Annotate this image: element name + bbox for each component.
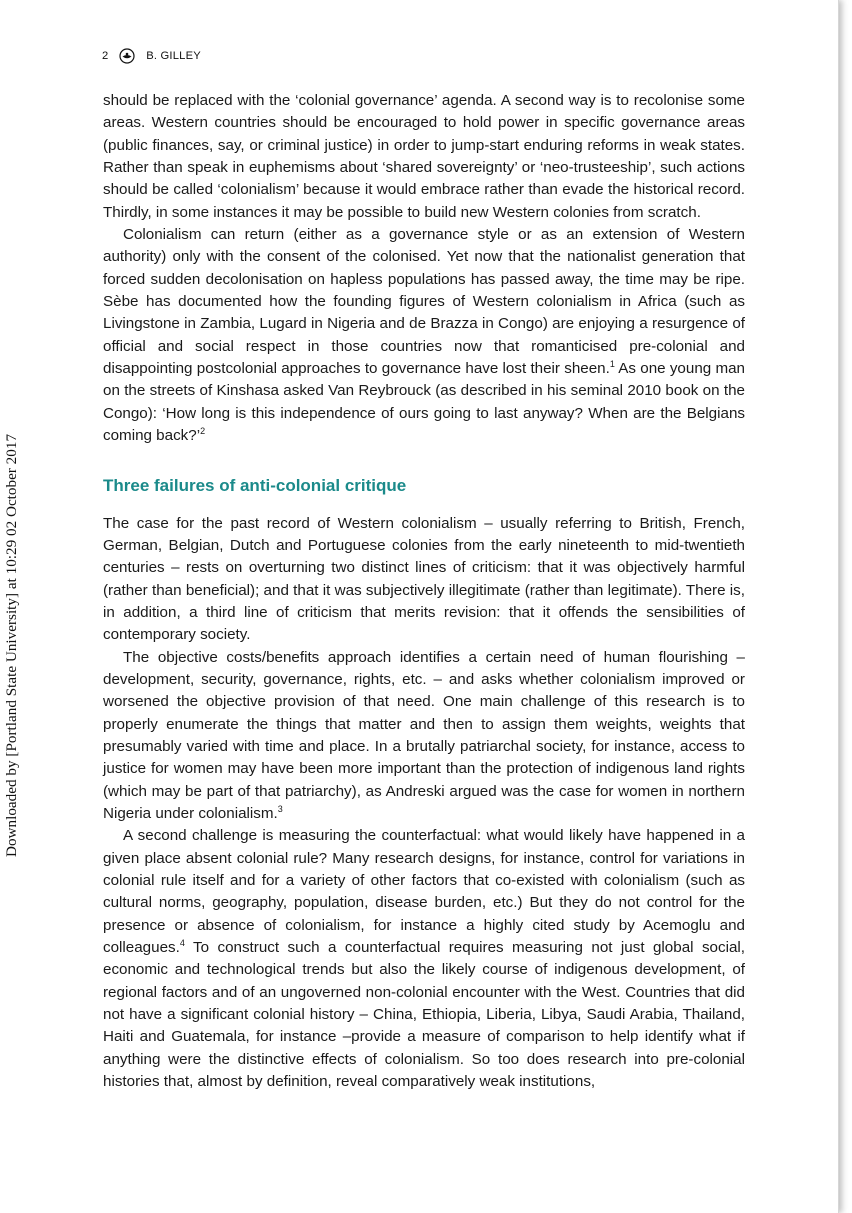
paragraph (103, 647, 745, 826)
download-notice: Downloaded by [Portland State University] at 10:29 02 October 2017 (3, 433, 20, 857)
paragraph-text: The objective costs/benefits approach identifies a certain need of human flourishing – development, security, governance, rights, etc. – and asks whether colonialism improved or worsened the objective provision of that need. One main challenge of this research is to properly enumerate the things that matter and then to assign them weights, weights that presumably varied with time and place. In a brutally patriarchal society, for instance, access to justice for women may have been more important than the protection of indigenous land rights (which may be part of that patriarchy), as Andreski argued was the case for women in northern Nigeria under colonialism. (103, 648, 745, 822)
paragraph (103, 224, 745, 447)
footnote-marker[interactable]: 3 (277, 803, 283, 814)
footnote-marker[interactable]: 1 (609, 359, 615, 370)
paragraph-text: A second challenge is measuring the counterfactual: what would likely have happened in a given place absent colonial rule? Many research designs, for instance, control for variations in colonial rule itself and for a variety of other factors that co-existed with colonialism (such as cultural norms, geography, population, disease burden, etc.) But they do not control for the presence or absence of colonialism, for instance a highly cited study by Acemoglu and colleagues. (103, 827, 745, 957)
publisher-logo-icon (119, 48, 135, 64)
author-name: B. GILLEY (146, 50, 201, 62)
running-header (102, 46, 201, 66)
paragraph: should be replaced with the ‘colonial governance’ agenda. A second way is to recolonise some areas. Western countries should be encouraged to hold power in specific governance areas (public finances, say, or criminal justice) in order to jump-start enduring reforms in weak states. Rather than speak in euphemisms about ‘shared sovereignty’ or ‘neo-trusteeship’, such actions should be called ‘colonialism’ because it would embrace rather than evade the historical record. Thirdly, in some instances it may be possible to build new Western colonies from scratch. (103, 92, 745, 221)
paragraph: The case for the past record of Western colonialism – usually referring to British, French, German, Belgian, Dutch and Portuguese colonies from the early nineteenth to mid-twentieth centuries – rests on overturning two distinct lines of criticism: that it was objectively harmful (rather than beneficial); and that it was subjectively illegitimate (rather than legitimate). There is, in addition, a third line of criticism that merits revision: that it offends the sensibilities of contemporary society. (103, 514, 745, 644)
article-body (103, 90, 745, 1093)
paragraph-text: Colonialism can return (either as a governance style or as an extension of Western authority) only with the consent of the colonised. Yet now that the nationalist generation that forced sudden decolonisation on hapless populations has passed away, the time may be ripe. Sèbe has documented how the founding figures of Western colonialism in Africa (such as Livingstone in Zambia, Lugard in Nigeria and de Brazza in Congo) are enjoying a resurgence of official and social respect in those countries now that romanticised pre-colonial and disappointing postcolonial approaches to governance have lost their sheen. (103, 226, 745, 378)
paragraph (103, 825, 745, 1093)
footnote-marker[interactable]: 4 (179, 938, 185, 949)
page-number: 2 (102, 50, 109, 62)
paragraph-text: To construct such a counterfactual requires measuring not just global social, economic and technological trends but also the likely course of indigenous development, of regional factors and of an ungoverned non-colonial encounter with the West. Countries that did not have a significant colonial history – China, Ethiopia, Liberia, Libya, Saudi Arabia, Thailand, Haiti and Guatemala, for instance –provide a measure of comparison to help identify what if anything were the distinctive effects of colonialism. So too does research into pre-colonial histories that, almost by definition, reveal comparatively weak institutions, (103, 939, 745, 1091)
section-heading: Three failures of anti-colonial critique (103, 475, 407, 495)
footnote-marker[interactable]: 2 (200, 426, 206, 437)
paragraph-text: As one young man on the streets of Kinshasa asked Van Reybrouck (as described in his seminal 2010 book on the Congo): ‘How long is this independence of ours going to last anyway? When are the Belgians coming back?’ (103, 360, 746, 445)
